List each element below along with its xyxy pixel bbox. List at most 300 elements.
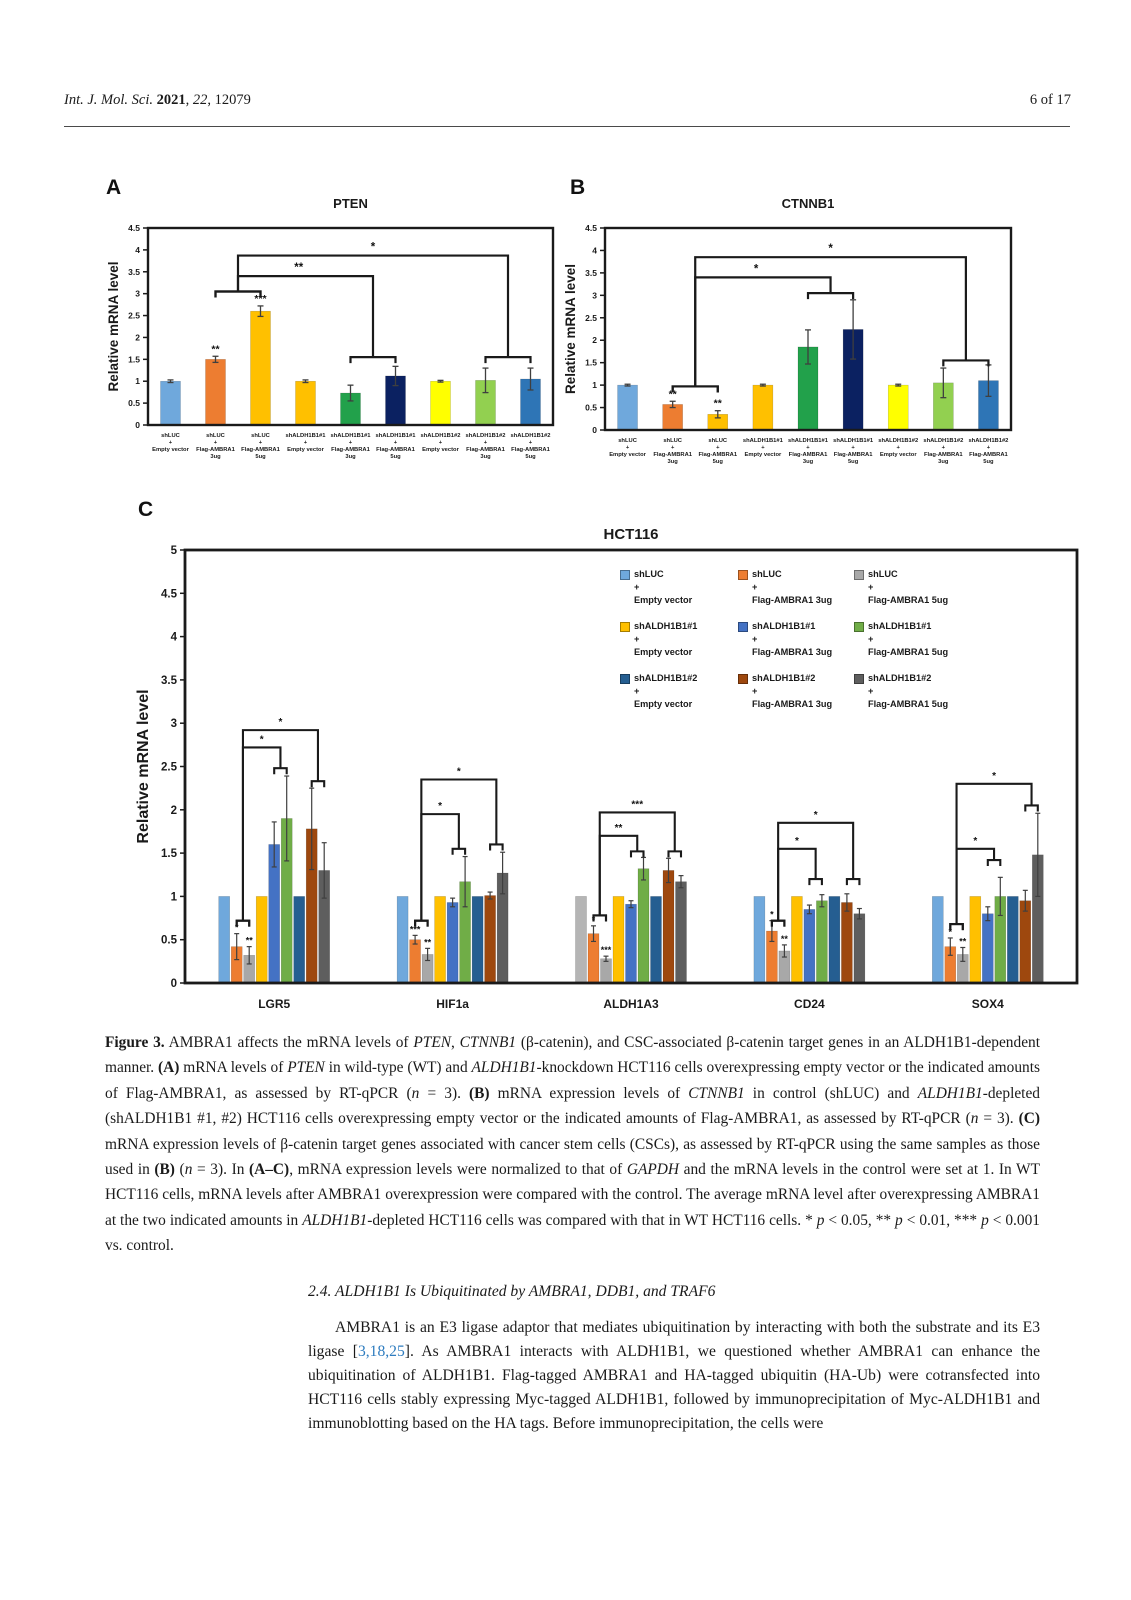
- journal-reference: [64, 92, 251, 109]
- text-segment: -knockdown HCT116 cells overexpressing empty vector or the indicated amounts of Flag-AMBRA1, as assessed by RT-qPCR (: [105, 1059, 1040, 1102]
- legend-line: Flag-AMBRA1 5ug: [868, 647, 949, 657]
- chart-shape: 5ug: [390, 454, 401, 460]
- chart-shape: +: [896, 445, 900, 451]
- significance-label: *: [456, 766, 461, 778]
- bar: [296, 381, 316, 425]
- group-label: HIF1a: [436, 997, 469, 1011]
- text-segment: < 0.05, **: [824, 1211, 896, 1229]
- chart-shape: +: [393, 440, 398, 446]
- text-segment: = 3).: [419, 1084, 470, 1102]
- bar: [676, 882, 687, 983]
- legend-line: shLUC: [634, 569, 664, 579]
- legend-line: shLUC: [868, 569, 898, 579]
- significance-label: *: [259, 734, 264, 746]
- text-segment: in wild-type (WT) and: [324, 1059, 472, 1077]
- significance-star: ***: [600, 945, 612, 956]
- chart-shape: Flag-AMBRA1: [969, 452, 1008, 458]
- legend-swatch-icon: [738, 674, 748, 684]
- legend-line: +: [752, 634, 758, 644]
- text-segment: AMBRA1 affects the mRNA levels of: [164, 1034, 414, 1051]
- text-segment: ALDH1B1: [302, 1211, 368, 1229]
- significance-label: *: [278, 717, 283, 729]
- bar: [626, 904, 637, 983]
- significance-star: ***: [254, 292, 267, 305]
- legend-line: Flag-AMBRA1 3ug: [752, 647, 833, 657]
- legend-text: [752, 672, 832, 711]
- chart-shape: +: [438, 440, 443, 446]
- pten-bar-chart: [100, 172, 570, 490]
- text-segment: -depleted (shALDH1B1 #1, #2) HCT116 cells overexpressing empty vector or the indicated amounts of Flag-AMBRA1, as assessed by RT-qPCR (: [105, 1084, 1040, 1128]
- chart-shape: +: [258, 440, 263, 446]
- chart-shape: Empty vector: [879, 452, 917, 458]
- chart-shape: shLUC: [251, 433, 270, 439]
- bar: [410, 940, 421, 983]
- bar: [1020, 901, 1031, 983]
- y-axis-title: Relative mRNA level: [563, 263, 578, 395]
- legend-line: shALDH1B1#1: [868, 621, 932, 631]
- chart-shape: +: [761, 445, 765, 451]
- significance-star: **: [780, 933, 788, 944]
- tick-label: 0: [592, 424, 597, 435]
- text-segment: CTNNB1: [459, 1034, 517, 1051]
- page-number: 6 of 17: [1029, 92, 1071, 108]
- tick-label: 3.5: [128, 266, 140, 277]
- body-paragraph: [308, 1316, 1040, 1436]
- chart-shape: Empty vector: [422, 447, 459, 453]
- panel-b-label: B: [570, 176, 586, 199]
- chart-shape: shALDH1B1#2: [968, 438, 1009, 444]
- significance-label: *: [973, 835, 978, 847]
- chart-shape: Empty vector: [152, 447, 189, 453]
- tick-label: 2.5: [161, 761, 177, 774]
- chart-shape: shALDH1B1#2: [465, 433, 506, 439]
- x-tick-label: [609, 438, 646, 458]
- bar: [932, 896, 943, 983]
- legend-line: Flag-AMBRA1 3ug: [752, 699, 833, 709]
- legend-line: shALDH1B1#1: [752, 621, 816, 631]
- figure-caption: [105, 1030, 1040, 1259]
- y-axis-title: Relative mRNA level: [135, 689, 152, 844]
- bar: [804, 909, 815, 983]
- chart-shape: shALDH1B1#2: [923, 438, 964, 444]
- legend-line: shALDH1B1#2: [752, 673, 816, 683]
- text-segment: ,: [185, 92, 193, 108]
- chart-shape: shALDH1B1#1: [375, 433, 416, 439]
- legend-line: shALDH1B1#1: [634, 621, 698, 631]
- chart-shape: 5ug: [712, 459, 723, 465]
- tick-label: 1: [135, 376, 140, 387]
- legend-line: Flag-AMBRA1 5ug: [868, 595, 949, 605]
- significance-star: **: [211, 343, 220, 356]
- legend-swatch-icon: [854, 622, 864, 632]
- tick-label: 2.5: [128, 310, 140, 321]
- legend-swatch-icon: [738, 622, 748, 632]
- bar: [841, 902, 852, 983]
- significance-label: *: [992, 770, 997, 782]
- tick-label: 0.5: [585, 402, 597, 413]
- legend-line: +: [752, 686, 758, 696]
- text-segment: mRNA expression levels of β-catenin target genes associated with cancer stem cells (CSCs), as assessed by RT-qPCR using the same samples as those used in: [105, 1135, 1040, 1179]
- significance-label: *: [753, 263, 759, 276]
- chart-shape: 3ug: [938, 459, 949, 465]
- chart-shape: Empty vector: [287, 447, 324, 453]
- group-label: LGR5: [258, 997, 291, 1011]
- bar: [161, 381, 181, 425]
- text-segment: (C): [1018, 1110, 1040, 1128]
- tick-label: 1: [592, 380, 597, 391]
- text-segment: mRNA levels of: [179, 1059, 288, 1077]
- legend-entry: [738, 672, 854, 711]
- tick-label: 2: [135, 332, 140, 343]
- chart-title: HCT116: [603, 526, 659, 543]
- tick-label: 3: [592, 290, 597, 301]
- text-segment: PTEN: [287, 1059, 325, 1077]
- text-segment: mRNA expression levels of: [489, 1084, 689, 1102]
- legend-text: [868, 568, 948, 607]
- bar: [576, 896, 587, 983]
- chart-shape: +: [670, 445, 675, 451]
- chart-shape: shLUC: [206, 433, 225, 439]
- tick-label: 4: [170, 631, 177, 644]
- legend-entry: [738, 568, 854, 607]
- text-segment: = 3). In: [192, 1161, 249, 1179]
- legend-entry: [620, 672, 738, 711]
- tick-label: 1.5: [128, 354, 140, 365]
- bar: [791, 896, 802, 983]
- legend-text: [634, 568, 692, 607]
- tick-label: 2: [592, 335, 597, 346]
- significance-star: **: [245, 935, 253, 946]
- chart-shape: 5ug: [525, 454, 536, 460]
- bar: [601, 959, 612, 983]
- legend-text: [634, 620, 697, 659]
- tick-label: 5: [170, 545, 177, 558]
- legend-swatch-icon: [620, 570, 630, 580]
- bar: [613, 896, 624, 983]
- x-tick-label: [286, 433, 327, 453]
- text-segment: (: [174, 1161, 185, 1179]
- text-segment: and the mRNA levels in the control were set at 1. In WT HCT116 cells, mRNA levels after AMBRA1 overexpression were compared with the control. The average mRNA level after overexpressing AMBRA1 at the two indicated amounts in: [105, 1161, 1040, 1229]
- legend-entry: [854, 568, 1014, 607]
- legend-swatch-icon: [620, 674, 630, 684]
- x-tick-label: [878, 438, 918, 458]
- x-tick-label: [833, 438, 874, 465]
- bar: [638, 869, 649, 983]
- text-segment: ,: [451, 1034, 460, 1051]
- tick-label: 4.5: [128, 222, 140, 233]
- panel-c-label: C: [138, 498, 154, 521]
- x-tick-label: [466, 433, 506, 460]
- legend-line: +: [752, 582, 758, 592]
- legend-line: shALDH1B1#2: [868, 673, 932, 683]
- legend-line: +: [634, 634, 640, 644]
- text-segment: 2021: [156, 92, 186, 108]
- bar: [854, 914, 865, 983]
- x-tick-label: [152, 433, 189, 453]
- significance-label: **: [614, 822, 623, 834]
- chart-title: PTEN: [333, 196, 368, 211]
- x-tick-label: [511, 433, 551, 460]
- bar: [1007, 896, 1018, 983]
- legend-entry: [620, 568, 738, 607]
- x-tick-label: [331, 433, 372, 460]
- chart-shape: +: [303, 440, 308, 446]
- chart-shape: shALDH1B1#2: [878, 438, 919, 444]
- tick-label: 3.5: [585, 267, 597, 278]
- tick-label: 0: [170, 978, 177, 991]
- legend-text: [868, 620, 948, 659]
- group-label: CD24: [794, 997, 825, 1011]
- header-rule: [64, 126, 1070, 127]
- bar: [618, 385, 638, 430]
- tick-label: 0.5: [161, 934, 177, 947]
- text-segment: ALDH1B1: [471, 1059, 537, 1077]
- tick-label: 4: [592, 245, 597, 256]
- chart-shape: +: [528, 440, 533, 446]
- bar: [754, 896, 765, 983]
- legend-entry: [620, 620, 738, 659]
- chart-shape: +: [716, 445, 720, 451]
- text-segment: GAPDH: [626, 1161, 680, 1179]
- legend-swatch-icon: [854, 570, 864, 580]
- chart-legend: [620, 568, 1090, 711]
- text-segment: p: [981, 1211, 989, 1229]
- legend-swatch-icon: [738, 570, 748, 580]
- text-segment: ALDH1B1: [917, 1084, 983, 1102]
- tick-label: 2: [170, 804, 177, 817]
- chart-shape: +: [168, 440, 173, 446]
- group-label: SOX4: [971, 997, 1004, 1011]
- legend-text: [634, 672, 697, 711]
- x-tick-label: [923, 438, 963, 465]
- text-segment: (B): [469, 1084, 490, 1102]
- chart-shape: +: [625, 445, 630, 451]
- text-segment: (β-catenin), and CSC-associated β-catenin target genes in an ALDH1B1-dependent manner.: [105, 1034, 1040, 1077]
- significance-bracket: [673, 277, 853, 392]
- tick-label: 0: [135, 419, 140, 430]
- bar: [753, 385, 773, 430]
- bar: [206, 359, 226, 425]
- bar: [219, 896, 230, 983]
- chart-shape: +: [806, 445, 810, 451]
- significance-star: *: [770, 909, 774, 920]
- text-segment: n: [970, 1110, 979, 1128]
- x-tick-label: [376, 433, 417, 460]
- significance-star: **: [668, 388, 677, 401]
- text-segment: -depleted HCT116 cells was compared with that in WT HCT116 cells. *: [367, 1211, 817, 1229]
- significance-star: *: [948, 926, 953, 937]
- chart-shape: Flag-AMBRA1: [241, 447, 280, 453]
- bar: [447, 902, 458, 983]
- bar: [485, 896, 496, 983]
- chart-shape: +: [986, 445, 991, 451]
- legend-text: [868, 672, 948, 711]
- significance-star: **: [713, 397, 722, 410]
- chart-shape: Flag-AMBRA1: [653, 452, 692, 458]
- text-segment: (A–C): [249, 1161, 290, 1179]
- chart-shape: Flag-AMBRA1: [466, 447, 505, 453]
- chart-shape: shLUC: [618, 438, 637, 444]
- legend-line: shLUC: [752, 569, 782, 579]
- bar: [888, 385, 908, 430]
- significance-star: **: [424, 937, 432, 948]
- legend-line: +: [634, 582, 640, 592]
- chart-shape: Empty vector: [744, 452, 782, 458]
- text-segment: AMBRA1 is an E3 ligase adaptor that mediates ubiquitination by interacting with both the substrate and its E3 ligase [: [308, 1319, 1040, 1360]
- significance-label: *: [438, 801, 443, 813]
- chart-shape: 3ug: [210, 454, 221, 460]
- legend-entry: [854, 620, 1014, 659]
- legend-entry: [738, 620, 854, 659]
- chart-shape: Flag-AMBRA1: [196, 447, 235, 453]
- legend-line: shALDH1B1#2: [634, 673, 698, 683]
- significance-label: **: [294, 262, 304, 275]
- bar: [435, 896, 446, 983]
- legend-line: Flag-AMBRA1 3ug: [752, 595, 833, 605]
- text-segment: = 3).: [978, 1110, 1019, 1128]
- tick-label: 1.5: [585, 357, 597, 368]
- significance-label: *: [370, 241, 376, 254]
- panel-a-label: A: [106, 176, 122, 199]
- text-segment: , mRNA expression levels were normalized to that of: [289, 1161, 627, 1179]
- chart-shape: +: [941, 445, 946, 451]
- x-tick-label: [788, 438, 829, 465]
- section-heading: 2.4. ALDH1B1 Is Ubiquitinated by AMBRA1, DDB1, and TRAF6: [308, 1283, 716, 1300]
- legend-line: Empty vector: [634, 699, 693, 709]
- significance-label: *: [828, 243, 833, 256]
- bar: [663, 870, 674, 983]
- x-tick-label: [196, 433, 235, 460]
- significance-label: *: [813, 809, 818, 821]
- text-segment: Figure 3.: [105, 1034, 165, 1051]
- chart-shape: +: [348, 440, 353, 446]
- tick-label: 4.5: [585, 222, 597, 233]
- text-segment: , 12079: [207, 92, 251, 108]
- legend-text: [752, 620, 832, 659]
- tick-label: 4.5: [161, 588, 177, 601]
- chart-shape: 3ug: [667, 459, 678, 465]
- chart-shape: shALDH1B1#1: [788, 438, 828, 444]
- text-segment: < 0.01, ***: [902, 1211, 982, 1229]
- chart-shape: shLUC: [663, 438, 683, 444]
- chart-shape: Flag-AMBRA1: [331, 447, 370, 453]
- bar: [256, 896, 267, 983]
- text-segment: 22: [192, 92, 208, 108]
- text-segment: ]. As AMBRA1 interacts with ALDH1B1, we questioned whether AMBRA1 can enhance the ubiquitination of ALDH1B1. Flag-tagged AMBRA1 and HA-tagged ubiquitin (HA-Ub) were cotransfected into HCT116 cells stably expressing Myc-tagged ALDH1B1, followed by immunoprecipitation of Myc-ALDH1B1 and immunoblotting based on the HA tags. Before immunoprecipitation, the cells were: [308, 1342, 1040, 1432]
- chart-shape: Flag-AMBRA1: [698, 452, 738, 458]
- chart-shape: Empty vector: [609, 452, 646, 458]
- text-segment: Int. J. Mol. Sci.: [64, 92, 157, 108]
- chart-shape: shALDH1B1#2: [510, 433, 551, 439]
- chart-shape: +: [483, 440, 488, 446]
- chart-shape: 3ug: [802, 459, 814, 465]
- text-segment: (A): [158, 1059, 180, 1077]
- bar: [431, 381, 451, 425]
- tick-label: 0.5: [128, 398, 140, 409]
- text-segment: p: [816, 1211, 825, 1229]
- bar: [816, 901, 827, 983]
- y-axis-title: Relative mRNA level: [106, 261, 121, 392]
- chart-shape: +: [213, 440, 218, 446]
- bar: [294, 896, 305, 983]
- chart-shape: +: [851, 445, 855, 451]
- tick-label: 1: [170, 891, 177, 904]
- text-segment: PTEN: [413, 1034, 451, 1051]
- significance-label: *: [794, 835, 799, 847]
- chart-shape: 5ug: [847, 459, 859, 465]
- legend-line: +: [634, 686, 640, 696]
- ctnnb1-bar-chart: [558, 172, 1036, 490]
- bar: [651, 896, 662, 983]
- tick-label: 1.5: [161, 848, 177, 861]
- bar: [970, 896, 981, 983]
- tick-label: 3: [135, 288, 140, 299]
- significance-label: ***: [631, 799, 644, 811]
- x-tick-label: [698, 438, 737, 465]
- chart-shape: Flag-AMBRA1: [833, 452, 873, 458]
- x-tick-label: [968, 438, 1008, 465]
- tick-label: 3: [170, 718, 177, 731]
- significance-bracket: [216, 276, 396, 363]
- significance-star: **: [959, 936, 967, 947]
- chart-shape: 3ug: [480, 454, 491, 460]
- legend-line: +: [868, 686, 874, 696]
- significance-star: ***: [409, 924, 421, 935]
- legend-swatch-icon: [854, 674, 864, 684]
- text-segment: n: [411, 1084, 420, 1102]
- legend-line: +: [868, 634, 874, 644]
- legend-line: Empty vector: [634, 647, 693, 657]
- text-segment: 3,18,25: [357, 1342, 405, 1360]
- text-segment: in control (shLUC) and: [744, 1084, 918, 1102]
- legend-text: [752, 568, 832, 607]
- chart-shape: Flag-AMBRA1: [511, 447, 550, 453]
- chart-shape: 5ug: [255, 454, 266, 460]
- chart-shape: 5ug: [983, 459, 994, 465]
- significance-star: *: [591, 914, 596, 925]
- bar: [982, 914, 993, 983]
- group-label: ALDH1A3: [603, 997, 659, 1011]
- chart-shape: Flag-AMBRA1: [788, 452, 828, 458]
- bar: [397, 896, 408, 983]
- legend-swatch-icon: [620, 622, 630, 632]
- legend-line: +: [868, 582, 874, 592]
- legend-entry: [854, 672, 1014, 711]
- legend-line: Empty vector: [634, 595, 693, 605]
- chart-shape: shALDH1B1#2: [420, 433, 461, 439]
- chart-title: CTNNB1: [781, 196, 835, 211]
- tick-label: 2.5: [585, 312, 597, 323]
- chart-shape: Flag-AMBRA1: [376, 447, 415, 453]
- bar: [251, 311, 271, 425]
- text-segment: (B): [154, 1161, 175, 1179]
- x-tick-label: [653, 438, 692, 465]
- x-tick-label: [743, 438, 784, 458]
- chart-shape: shALDH1B1#1: [330, 433, 371, 439]
- bar: [829, 896, 840, 983]
- chart-shape: shALDH1B1#1: [285, 433, 326, 439]
- chart-shape: shLUC: [708, 438, 728, 444]
- tick-label: 3.5: [161, 674, 177, 687]
- x-tick-label: [421, 433, 461, 453]
- chart-shape: shLUC: [161, 433, 180, 439]
- chart-shape: shALDH1B1#1: [742, 438, 783, 444]
- text-segment: < 0.001 vs. control.: [105, 1211, 1040, 1255]
- legend-line: Flag-AMBRA1 5ug: [868, 699, 949, 709]
- text-segment: CTNNB1: [688, 1084, 745, 1102]
- chart-shape: 3ug: [345, 454, 356, 460]
- significance-star: *: [234, 922, 239, 933]
